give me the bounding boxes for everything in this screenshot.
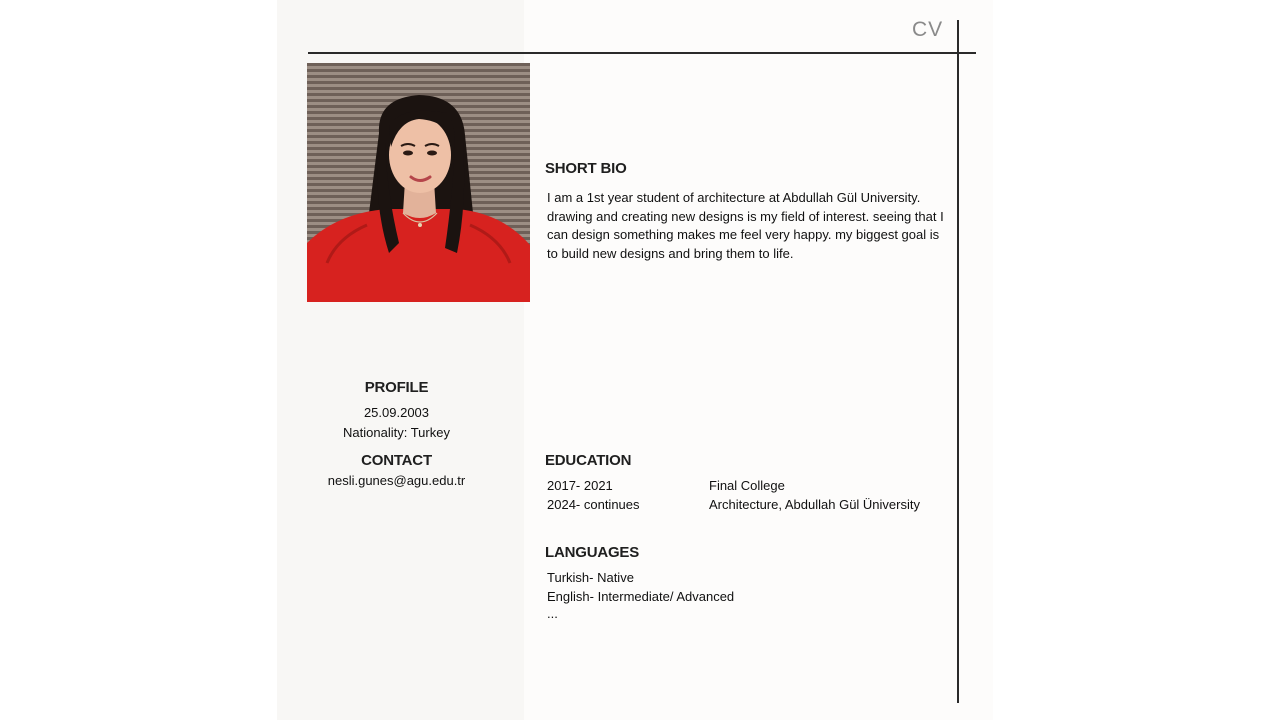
profile-heading: PROFILE bbox=[364, 379, 429, 396]
education-school: Final College bbox=[709, 478, 785, 493]
nationality: Nationality: Turkey bbox=[343, 425, 450, 440]
education-school: Architecture, Abdullah Gül Üniversity bbox=[709, 497, 920, 512]
languages-heading: LANGUAGES bbox=[545, 544, 640, 561]
language-item: English- Intermediate/ Advanced bbox=[547, 589, 735, 604]
language-item: Turkish- Native bbox=[547, 570, 634, 585]
short-bio-text: I am a 1st year student of architecture at Abdullah Gül University. drawing and creating new designs is my field of interest. seeing that I can design something makes me feel very happy. my biggest goal is to build new designs and bring them to life. bbox=[547, 190, 944, 261]
birthdate: 25.09.2003 bbox=[363, 405, 430, 420]
education-heading: EDUCATION bbox=[545, 452, 632, 469]
short-bio-heading: SHORT BIO bbox=[545, 160, 627, 177]
education-row bbox=[547, 478, 947, 497]
education-row bbox=[547, 497, 947, 516]
language-item: ... bbox=[547, 606, 558, 621]
education-years: 2024- continues bbox=[547, 497, 640, 512]
contact-heading: CONTACT bbox=[361, 452, 432, 469]
profile-photo bbox=[307, 63, 530, 302]
education-years: 2017- 2021 bbox=[547, 478, 613, 493]
header-rule bbox=[308, 52, 976, 54]
cv-label: CV bbox=[912, 18, 944, 41]
contact-email[interactable]: nesli.gunes@agu.edu.tr bbox=[327, 473, 466, 488]
vertical-rule bbox=[957, 20, 959, 703]
